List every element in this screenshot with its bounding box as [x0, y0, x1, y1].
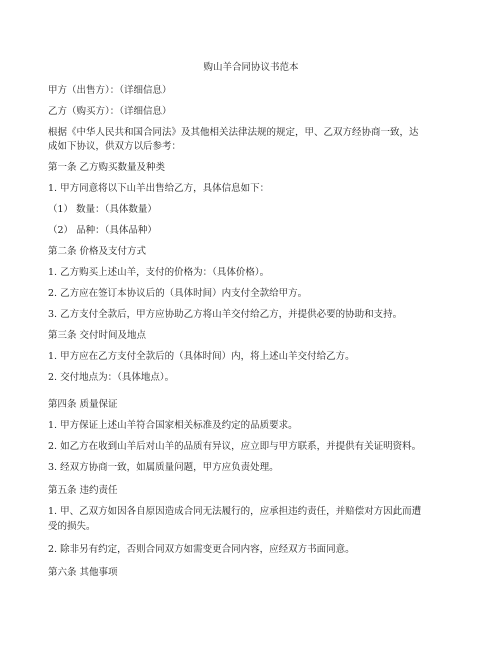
section-1-item-1: 1. 甲方同意将以下山羊出售给乙方，具体信息如下：	[48, 183, 270, 194]
section-4-item-1: 1. 甲方保证上述山羊符合国家相关标准及约定的品质要求。	[48, 420, 298, 431]
section-2-item-3: 3. 乙方支付全款后，甲方应协助乙方将山羊交付给乙方，并提供必要的协助和支持。	[48, 309, 403, 320]
party-a-line: 甲方（出售方）：（详细信息）	[48, 85, 172, 96]
section-1-item-3: （2） 品种：（具体品种）	[48, 225, 157, 236]
intro-line-1: 根据《中华人民共和国合同法》及其他相关法律法规的规定，甲、乙双方经协商一致，达	[48, 127, 419, 138]
section-5-heading: 第五条 违约责任	[48, 485, 118, 496]
section-2-item-2: 2. 乙方应在签订本协议后的（具体时间）内支付全款给甲方。	[48, 288, 308, 299]
section-3-item-1: 1. 甲方应在乙方支付全款后的（具体时间）内，将上述山羊交付给乙方。	[48, 351, 355, 362]
section-1-item-2: （1） 数量：（具体数量）	[48, 204, 157, 215]
section-6-heading: 第六条 其他事项	[48, 567, 118, 578]
section-3-heading: 第三条 交付时间及地点	[48, 330, 147, 341]
document-title: 购山羊合同协议书范本	[203, 62, 299, 73]
section-2-item-1: 1. 乙方购买上述山羊，支付的价格为：（具体价格）。	[48, 267, 270, 278]
party-b-line: 乙方（购买方）：（详细信息）	[48, 106, 172, 117]
section-4-heading: 第四条 质量保证	[48, 399, 118, 410]
section-5-item-1-line-1: 1. 甲、乙双方如因各自原因造成合同无法履行的，应承担违约责任，并赔偿对方因此而遭	[48, 506, 422, 517]
section-5-item-2: 2. 除非另有约定，否则合同双方如需变更合同内容，应经双方书面同意。	[48, 544, 355, 555]
section-3-item-2: 2. 交付地点为：（具体地点）。	[48, 372, 175, 383]
intro-line-2: 成如下协议，供双方以后参考：	[48, 141, 182, 152]
section-2-heading: 第二条 价格及支付方式	[48, 246, 147, 257]
section-4-item-2: 2. 如乙方在收到山羊后对山羊的品质有异议，应立即与甲方联系，并提供有关证明资料。	[48, 441, 422, 452]
section-1-heading: 第一条 乙方购买数量及种类	[48, 162, 166, 173]
section-5-item-1-line-2: 受的损失。	[48, 521, 96, 532]
section-4-item-3: 3. 经双方协商一致，如属质量问题，甲方应负责处理。	[48, 462, 279, 473]
